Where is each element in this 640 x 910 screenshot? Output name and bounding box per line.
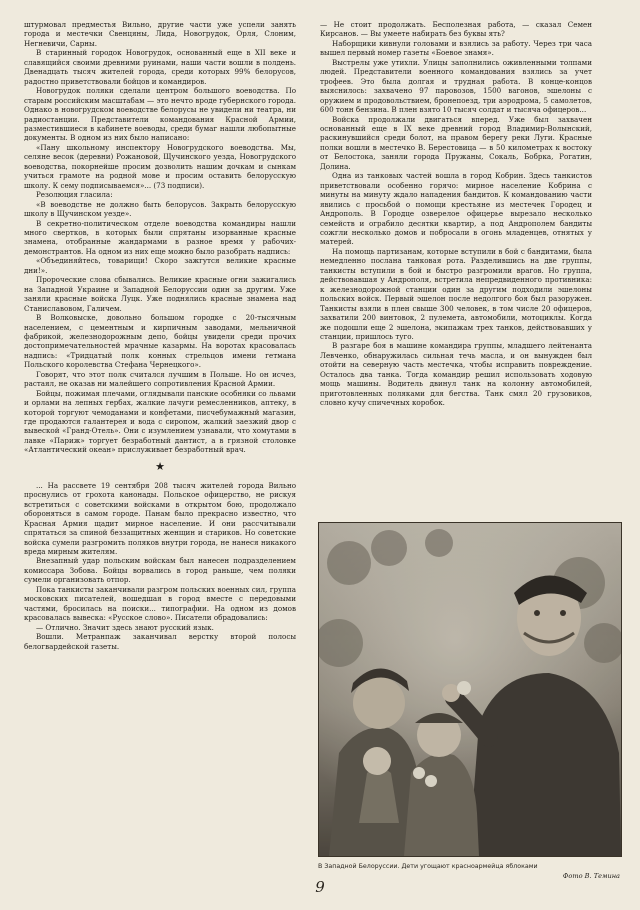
article-paragraph: В секретно-политическом отделе воеводства командиры нашли много свертков, в которых были спрятаны изорванные красные знамена, отобранные жандармами в разное время у рабочих-демонстрантов. На одном из них еще можно было разобрать надпись: — [24, 218, 296, 256]
article-paragraph: Наборщики кивнули головами и взялись за работу. Через три часа вышел первый номер газеты «Боевое знамя». — [320, 38, 592, 58]
photo-figure — [318, 522, 620, 880]
quoted-petition: «Пану школьному инспектору Новогрудского воеводства. Мы, селяне весок (деревни) Рожановой, Щучинского уезда, Новогрудского воеводства, покорнейше просим дозволить нашим дочкам и сынкам учиться грамоте на родной мове и просим оставить белорусскую школу. К сему подписываемся»... (73 подписи). — [24, 142, 296, 190]
article-dialogue-line: — Отлично. Значит здесь знают русский язык. — [36, 622, 214, 632]
article-paragraph: Пока танкисты заканчивали разгром польских военных сил, группа московских писателей, вошедшая в город вместе с передовыми частями, бросилась на поиски... типографии. На одном из домов красовалась вывеска: «Русское слово». Писатели обрадовались: — [24, 584, 296, 623]
article-paragraph: Новогрудок поляки сделали центром большого воеводства. По старым российским масштабам — это нечто вроде губернского города. Однако в новогрудском воеводстве белорусы не увидели ни театра, ни радиостанции. Представители командования Красной Армии, разместившиеся в кабинете воеводы, среди бумаг нашли любопытные документы. В одном из них было написано: — [24, 86, 296, 143]
quoted-resolution: «В воеводстве не должно быть белорусов. Закрыть белорусскую школу в Щучинском уезде». — [24, 199, 296, 219]
right-column — [320, 20, 592, 408]
article-paragraph: Выстрелы уже утихли. Улицы заполнились оживленными толпами людей. Представители военного командования взялись за учет трофеев. Это была долгая и трудная работа. В конце-концов выяснилось: захвачено 97 паровозов, 1500 вагонов, эшелоны с оружием и продовольствием, бронепоезд, три аэродрома, 5 самолетов, 600 тонн бензина. В плен взято 10 тысяч солдат и тысяча офицеров... — [320, 57, 592, 115]
photo-caption: В Западной Белоруссии. Дети угощают красноармейца яблоками — [318, 863, 538, 870]
article-paragraph: штурмовал предместья Вильно, другие части уже успели занять города и местечки Свенцяны, Лида, Новогрудок, Орля, Слоним, Негневичи, Сарны. — [24, 20, 296, 48]
photo-credit: Фото В. Темина — [562, 872, 620, 880]
article-paragraph: В разгаре боя в машине командира группы, младшего лейтенанта Левченко, обнаружилась сильная течь масла, и он вынужден был отойти на северную часть местечка, чтобы исправить повреждение. Осталось два танка. Тогда командир решил использовать ходовую мощь машины. Водитель двинул танк на колонну автомобилей, приготовленных поляками для бегства. Танк смял 20 грузовиков, словно кучу спичечных коробок. — [320, 341, 592, 408]
article-paragraph: Внезапный удар польским войскам был нанесен подразделением комиссара Зобова. Бойцы ворвались в город раньше, чем поляки сумели организовать отпор. — [24, 556, 296, 585]
article-paragraph: Резолюция гласила: — [36, 190, 113, 200]
article-paragraph: Вошли. Метранпаж заканчивал верстку второй полосы белогвардейской газеты. — [24, 632, 296, 651]
article-paragraph: Войска продолжали двигаться вперед. Уже был захвачен основанный еще в IX веке древний город Владимир-Волынский, раскинувшийся среди болот, на правом берегу реки Луги. Красные полки вошли в местечко В. Берестовица — в 50 километрах к востоку от Белостока, заняли города Пружаны, Сокаль, Бобрка, Рогатин, Долина. — [320, 114, 592, 171]
article-dialogue-line: — Не стоит продолжать. Бесполезная работа, — сказал Семен Кирсанов. — Вы умеете набирать без буквы ять? — [320, 20, 592, 39]
article-paragraph: Бойцы, пожимая плечами, оглядывали панские особняки со львами и орлами на лепных гербах, жалкие лачуги ремесленников, аптеку, в которой торгуют чемоданами и конфетами, писчебумажный магазин, где продаются галантерея и вода с сиропом, жалкий заезжий двор с вывеской «Гранд-Отель». Они с изумлением узнавали, что хомутами в лавке «Париж» торгует безработный дантист, а в грязной столовке «Атлантический океан» прислуживает безработный врач. — [24, 388, 296, 455]
article-paragraph: На помощь партизанам, которые вступили в бой с бандитами, была немедленно послана танковая рота. Разделившись на две группы, танкисты вступили в бой и быстро разгромили врагов. Но группа, действовавшая у Андрополя, встретила непредвиденного противника: к железнодорожной станции один за другим подходили эшелоны польских войск. Первый эшелон после недолгого боя был разоружен. Танкисты взяли в плен свыше 300 человек, в том числе 20 офицеров, захватили 200 винтовок, 2 пулемета, автомобили, мотоциклы. Когда же подошли еще 2 эшелона, экипажам трех танков, действовавших у станции, пришлось туго. — [320, 246, 592, 341]
article-paragraph: Пророческие слова сбывались. Великие красные огни зажигались на Западной Украине и Западной Белоруссии один за другим. Уже заняли красные войска Луцк. Уже поднялись красные знамена над Станиславовом, Галичем. — [24, 275, 296, 313]
soldier-with-children-photo — [318, 522, 622, 857]
left-column — [24, 20, 296, 651]
article-paragraph: В старинный городок Новогрудок, основанный еще в XII веке и славящийся своими древними руинами, наши части вошли в полдень. Двенадцать тысяч жителей города, среди которых 99% белорусов, радостно приветствовали бойцов и командиров. — [24, 48, 296, 86]
article-paragraph: Говорят, что этот полк считался лучшим в Польше. Но он исчез, растаял, не оказав ни малейшего сопротивления Красной Армии. — [24, 369, 296, 389]
quoted-banner-slogan: «Объединяйтесь, товарищи! Скоро зажгутся великие красные дни!». — [24, 256, 296, 275]
article-paragraph: ... На рассвете 19 сентября 208 тысяч жителей города Вильно проснулись от грохота канонады. Польское офицерство, не рискуя встретиться с советскими войсками в открытом бою, продолжало обороняться в самом городе. Панам было прекрасно известно, что Красная Армия щадит мирное население. И они рассчитывали спрятаться за спиной беззащитных женщин и стариков. Но советские войска сумели разгромить поляков внутри города, не нанеся никакого вреда мирным жителям. — [24, 480, 296, 557]
section-divider-star-icon: ★ — [155, 459, 165, 473]
article-paragraph: Одна из танковых частей вошла в город Кобрин. Здесь танкистов приветствовали особенно горячо: мирное население Кобрина с минуты на минуту ждало нападения бандитов. К командованию части явились с просьбой о помощи крестьяне из местечек Городец и Андрополь. В Городце озверелое офицерье вырезало несколько семейств и ограбило десятки квартир, а под Андрополем бандиты сожгли несколько домов и побросали в огонь младенцев, отнятых у матерей. — [320, 171, 592, 247]
article-paragraph: В Волковыске, довольно большом городке с 20-тысячным населением, с цементным и кирпичным заводами, мельничной фабрикой, железнодорожным депо, бойцы увидели среди прочих достопримечательностей мрачные казармы. На воротах красовалась надпись: «Тридцатый полк конных стрельцов имени гетмана Польского королевства Стефана Чернецкого». — [24, 313, 296, 370]
page-number: 9 — [315, 878, 325, 896]
